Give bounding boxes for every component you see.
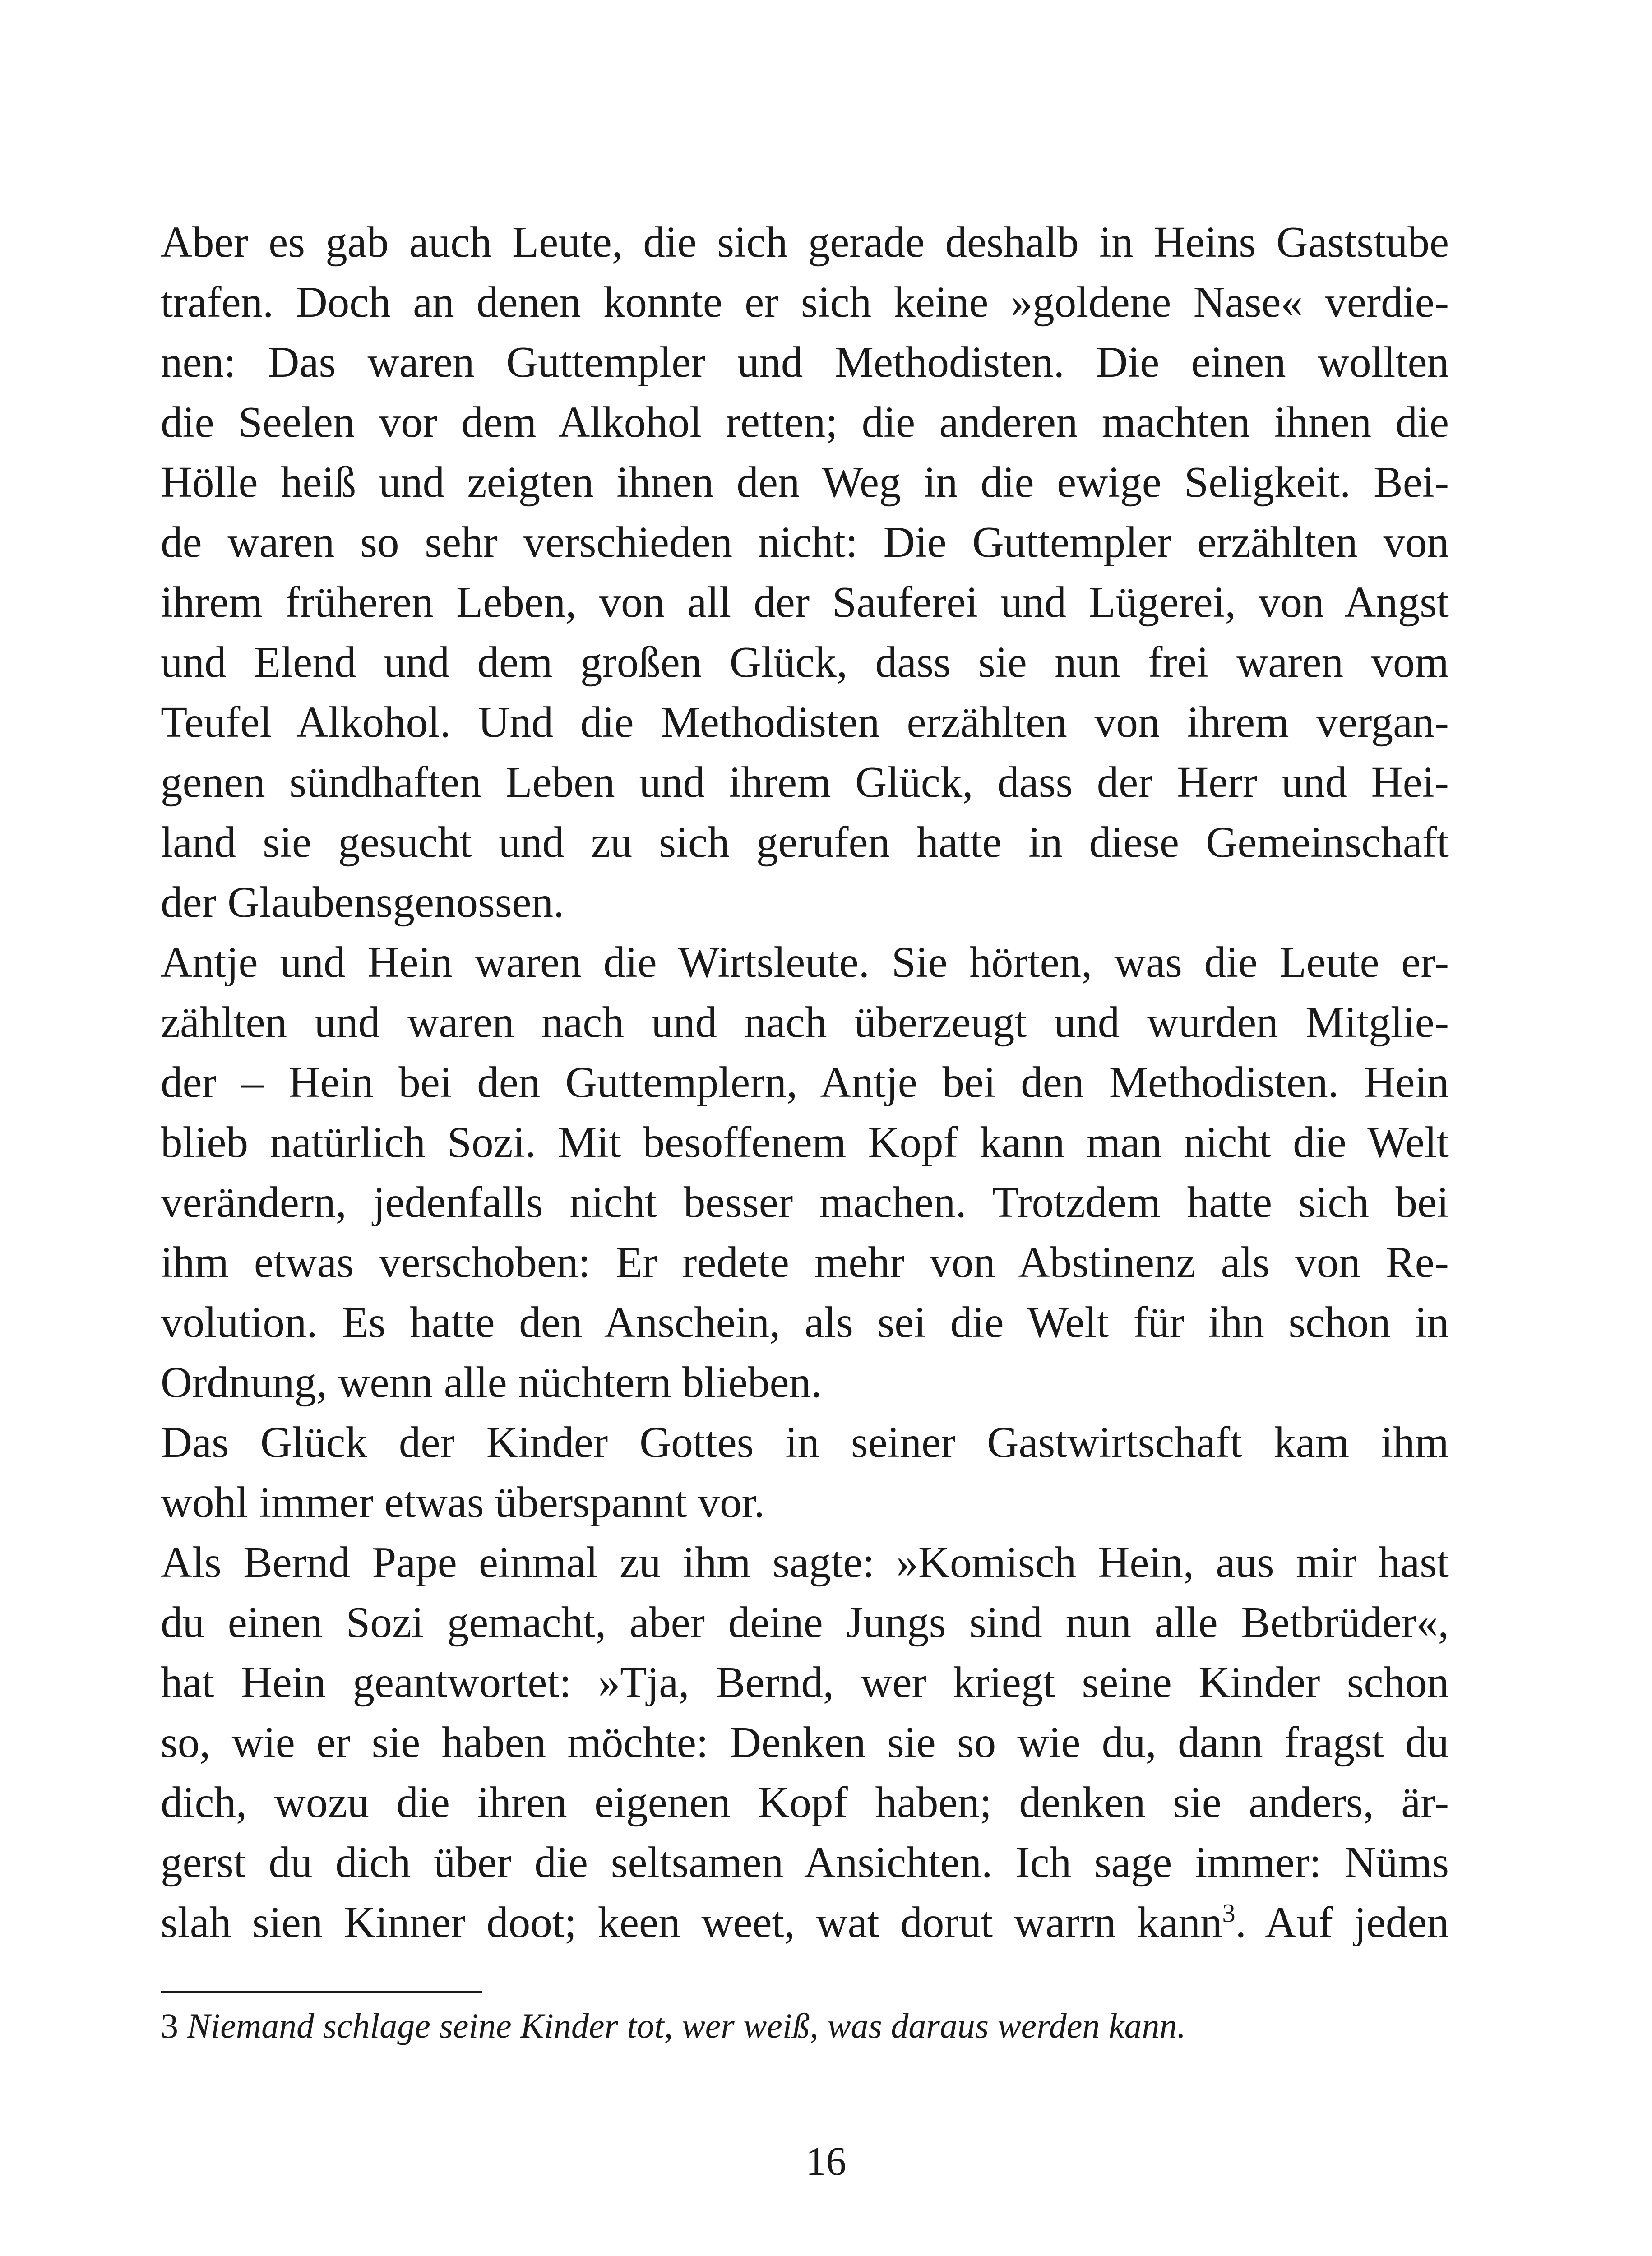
text-line: verändern, jedenfalls nicht besser machen. Trotzdem hatte sich bei bbox=[161, 1178, 1449, 1226]
text-line: genen sündhaften Leben und ihrem Glück, dass der Herr und Hei- bbox=[161, 758, 1449, 806]
text-line: ihm etwas verschoben: Er redete mehr von Abstinenz als von Re- bbox=[161, 1238, 1449, 1286]
text-line: dich, wozu die ihren eigenen Kopf haben; denken sie anders, är- bbox=[161, 1778, 1449, 1826]
page-number: 16 bbox=[805, 2139, 847, 2184]
text-line: und Elend und dem großen Glück, dass sie nun frei waren vom bbox=[161, 638, 1449, 686]
text-line: Teufel Alkohol. Und die Methodisten erzählten von ihrem vergan- bbox=[161, 698, 1449, 746]
text-line: nen: Das waren Guttempler und Methodisten. Die einen wollten bbox=[161, 338, 1449, 386]
text-line: der Glaubensgenossen. bbox=[161, 878, 565, 926]
text-line: volution. Es hatte den Anschein, als sei die Welt für ihn schon in bbox=[161, 1298, 1449, 1346]
text-segment: . Auf jeden bbox=[1235, 1898, 1449, 1946]
footnote-text: Niemand schlage seine Kinder tot, wer weiß, was daraus werden kann. bbox=[187, 2006, 1186, 2045]
text-line: die Seelen vor dem Alkohol retten; die anderen machten ihnen die bbox=[161, 398, 1449, 446]
text-line: Hölle heiß und zeigten ihnen den Weg in die ewige Seligkeit. Bei- bbox=[161, 458, 1449, 506]
text-line: so, wie er sie haben möchte: Denken sie so wie du, dann fragst du bbox=[161, 1718, 1449, 1766]
paragraph-start-line: Antje und Hein waren die Wirtsleute. Sie hörten, was die Leute er- bbox=[161, 938, 1449, 986]
text-line: hat Hein geantwortet: »Tja, Bernd, wer kriegt seine Kinder schon bbox=[161, 1658, 1449, 1706]
text-line: der – Hein bei den Guttemplern, Antje bei den Methodisten. Hein bbox=[161, 1058, 1449, 1106]
text-line: Aber es gab auch Leute, die sich gerade deshalb in Heins Gaststube bbox=[161, 218, 1449, 266]
text-line: land sie gesucht und zu sich gerufen hatte in diese Gemeinschaft bbox=[161, 818, 1449, 866]
text-line: de waren so sehr verschieden nicht: Die Guttempler erzählten von bbox=[161, 518, 1449, 566]
text-line: ihrem früheren Leben, von all der Sauferei und Lügerei, von Angst bbox=[161, 578, 1449, 626]
text-line: du einen Sozi gemacht, aber deine Jungs sind nun alle Betbrüder«, bbox=[161, 1598, 1449, 1646]
text-line: wohl immer etwas überspannt vor. bbox=[161, 1478, 765, 1526]
paragraph-start-line: Das Glück der Kinder Gottes in seiner Gastwirtschaft kam ihm bbox=[161, 1418, 1449, 1466]
footnote bbox=[161, 2002, 1449, 2050]
text-line: blieb natürlich Sozi. Mit besoffenem Kopf kann man nicht die Welt bbox=[161, 1118, 1449, 1166]
footnote-number: 3 bbox=[161, 2006, 178, 2045]
text-line bbox=[161, 1892, 1449, 1952]
text-line: zählten und waren nach und nach überzeugt und wurden Mitglie- bbox=[161, 998, 1449, 1046]
text-line: Ordnung, wenn alle nüchtern blieben. bbox=[161, 1358, 822, 1406]
footnote-reference: 3 bbox=[1222, 1898, 1236, 1928]
text-line: gerst du dich über die seltsamen Ansichten. Ich sage immer: Nüms bbox=[161, 1838, 1449, 1886]
paragraph-start-line: Als Bernd Pape einmal zu ihm sagte: »Komisch Hein, aus mir hast bbox=[161, 1538, 1449, 1586]
footnote-separator bbox=[161, 1991, 482, 1993]
text-segment: slah sien Kinner doot; keen weet, wat dorut warrn kann bbox=[161, 1898, 1222, 1946]
text-line: trafen. Doch an denen konnte er sich keine »goldene Nase« verdie- bbox=[161, 278, 1449, 326]
